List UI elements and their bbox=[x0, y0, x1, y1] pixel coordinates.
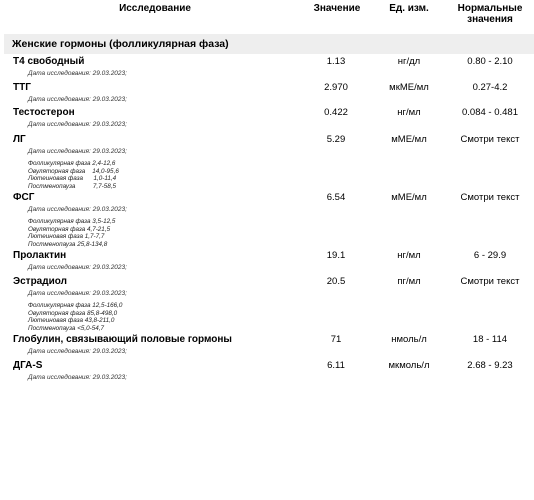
test-norm: 0.084 - 0.481 bbox=[462, 107, 518, 118]
header-norm-line2: значения bbox=[467, 14, 513, 25]
reference-note: Фолликулярная фаза 3,5-12,5 bbox=[28, 218, 116, 225]
test-value: 2.970 bbox=[324, 82, 348, 93]
test-name: Т4 свободный bbox=[13, 56, 85, 67]
test-date: Дата исследования: 29.03.2023; bbox=[28, 206, 127, 213]
reference-note: Овуляторная фаза 85,8-498,0 bbox=[28, 309, 118, 317]
test-date: Дата исследования: 29.03.2023; bbox=[28, 374, 127, 381]
test-date: Дата исследования: 29.03.2023; bbox=[28, 121, 127, 128]
test-unit: нг/дл bbox=[397, 56, 421, 67]
test-name: Тестостерон bbox=[13, 107, 75, 118]
header-unit: Ед. изм. bbox=[389, 3, 429, 14]
test-date: Дата исследования: 29.03.2023; bbox=[28, 96, 127, 103]
table-header bbox=[0, 0, 534, 30]
test-unit: мкмоль/л bbox=[388, 360, 430, 371]
test-norm: Смотри текст bbox=[460, 192, 520, 203]
test-value: 19.1 bbox=[326, 250, 346, 261]
test-date: Дата исследования: 29.03.2023; bbox=[28, 348, 127, 355]
test-norm: 18 - 114 bbox=[472, 334, 508, 345]
test-value: 71 bbox=[330, 334, 342, 345]
test-unit: мкМЕ/мл bbox=[389, 82, 429, 93]
test-date: Дата исследования: 29.03.2023; bbox=[28, 148, 127, 155]
test-name: Пролактин bbox=[13, 250, 67, 261]
test-name: ЛГ bbox=[13, 134, 26, 145]
reference-note: Фолликулярная фаза 12,5-166,0 bbox=[28, 302, 123, 309]
test-name: ТТГ bbox=[13, 82, 31, 93]
test-value: 20.5 bbox=[326, 276, 346, 287]
reference-note: Лютеиновая фаза 1,0-11,4 bbox=[28, 175, 117, 182]
test-unit: нг/мл bbox=[397, 250, 421, 261]
test-norm: 0.80 - 2.10 bbox=[467, 56, 513, 67]
reference-note: Овуляторная фаза 4,7-21,5 bbox=[28, 225, 111, 233]
reference-note: Постменопауза 7,7-58,5 bbox=[28, 182, 117, 190]
test-unit: мМЕ/мл bbox=[391, 134, 427, 145]
test-value: 6.54 bbox=[326, 192, 346, 203]
test-norm: Смотри текст bbox=[460, 134, 520, 145]
test-date: Дата исследования: 29.03.2023; bbox=[28, 70, 127, 77]
test-unit: мМЕ/мл bbox=[391, 192, 427, 203]
test-name: ДГА-S bbox=[13, 360, 43, 371]
header-value: Значение bbox=[313, 3, 361, 14]
test-name: Глобулин, связывающий половые гормоны bbox=[13, 334, 232, 345]
test-unit: пг/мл bbox=[397, 276, 421, 287]
test-value: 1.13 bbox=[326, 56, 346, 67]
reference-note: Лютеиновая фаза 43,8-211,0 bbox=[28, 317, 115, 324]
test-norm: 2.68 - 9.23 bbox=[467, 360, 513, 371]
reference-note: Фолликулярная фаза 2,4-12,6 bbox=[28, 160, 116, 167]
test-date: Дата исследования: 29.03.2023; bbox=[28, 264, 127, 271]
reference-note: Постменопауза <5,0-54,7 bbox=[28, 324, 104, 332]
section-title: Женские гормоны (фолликулярная фаза) bbox=[12, 38, 229, 50]
header-name: Исследование bbox=[119, 3, 191, 14]
test-unit: нмоль/л bbox=[391, 334, 427, 345]
test-name: ФСГ bbox=[13, 192, 35, 203]
test-norm: 6 - 29.9 bbox=[473, 250, 507, 261]
test-unit: нг/мл bbox=[397, 107, 421, 118]
test-date: Дата исследования: 29.03.2023; bbox=[28, 290, 127, 297]
reference-note: Постменопауза 25,8-134,8 bbox=[28, 240, 108, 248]
header-norm bbox=[448, 3, 532, 25]
section-header bbox=[4, 34, 534, 54]
test-value: 5.29 bbox=[326, 134, 346, 145]
test-value: 6.11 bbox=[327, 360, 345, 371]
test-name: Эстрадиол bbox=[13, 276, 67, 287]
test-norm: 0.27-4.2 bbox=[472, 82, 508, 93]
reference-note: Лютеиновая фаза 1,7-7,7 bbox=[28, 233, 105, 240]
test-value: 0.422 bbox=[324, 107, 348, 118]
reference-note: Овуляторная фаза 14,0-95,6 bbox=[28, 167, 119, 175]
test-norm: Смотри текст bbox=[460, 276, 520, 287]
header-norm-line1: Нормальные bbox=[457, 3, 523, 14]
